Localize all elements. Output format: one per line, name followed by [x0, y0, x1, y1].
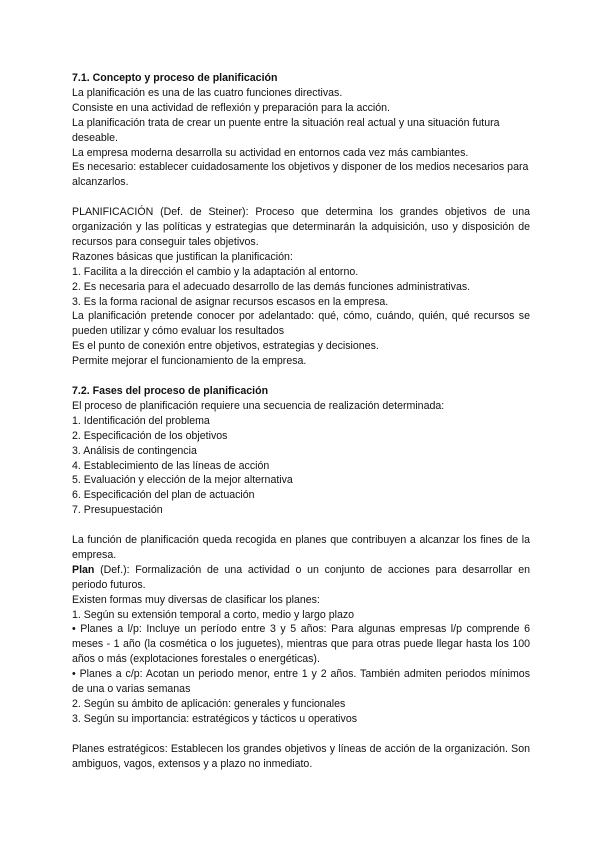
reason-item: 3. Es la forma racional de asignar recursos escasos en la empresa.: [72, 295, 389, 308]
section-1-heading: 7.1. Concepto y proceso de planificación: [72, 72, 278, 84]
paragraph: La empresa moderna desarrolla su actividad en entornos cada vez más cambiantes.: [72, 146, 469, 159]
reasons-intro: Razones básicas que justifican la planificación:: [72, 250, 293, 263]
classify-intro: Existen formas muy diversas de clasificar los planes:: [72, 593, 320, 606]
phases-intro: El proceso de planificación requiere una secuencia de realización determinada:: [72, 399, 445, 412]
reason-item: 2. Es necesaria para el adecuado desarrollo de las demás funciones administrativas.: [72, 280, 471, 293]
section-2-heading: 7.2. Fases del proceso de planificación: [72, 385, 269, 397]
paragraph: La planificación trata de crear un puente entre la situación real actual y una situación futura deseable.: [72, 116, 500, 144]
spacer: [72, 727, 530, 742]
paragraph: La planificación pretende conocer por adelantado: qué, cómo, cuándo, quién, qué recursos se pueden utilizar y cómo evaluar los resultados: [72, 310, 530, 338]
plans-intro: La función de planificación queda recogida en planes que contribuyen a alcanzar los fines de la empresa.: [72, 534, 530, 561]
paragraph: La planificación es una de las cuatro funciones directivas.: [72, 86, 343, 99]
classify-item: • Planes a c/p: Acotan un periodo menor, entre 1 y 2 años. También admiten periodos mínimos de una o varias semanas: [72, 668, 530, 696]
classify-item: 1. Según su extensión temporal a corto, medio y largo plazo: [72, 608, 355, 621]
spacer: [72, 518, 530, 533]
phase-item: 2. Especificación de los objetivos: [72, 429, 228, 442]
reason-item: 1. Facilita a la dirección el cambio y la adaptación al entorno.: [72, 265, 359, 278]
phase-item: 1. Identificación del problema: [72, 414, 210, 427]
classify-item: 2. Según su ámbito de aplicación: generales y funcionales: [72, 698, 346, 711]
phase-item: 7. Presupuestación: [72, 504, 163, 517]
paragraph: Es necesario: establecer cuidadosamente los objetivos y disponer de los medios necesarios para alcanzarlos.: [72, 161, 529, 189]
plan-def-text: (Def.): Formalización de una actividad o un conjunto de acciones para desarrollar en periodo futuros.: [72, 563, 530, 591]
planificacion-definition: PLANIFICACIÓN (Def. de Steiner): Proceso que determina los grandes objetivos de una organización y las políticas y estrategias que determinarán la adquisición, uso y disposición de recursos para conseguir tales objetivos.: [72, 206, 530, 248]
phase-item: 4. Establecimiento de las líneas de acción: [72, 459, 270, 472]
spacer: [72, 190, 530, 205]
paragraph: Es el punto de conexión entre objetivos, estrategias y decisiones.: [72, 340, 379, 353]
phase-item: 3. Análisis de contingencia: [72, 444, 197, 457]
paragraph: Permite mejorar el funcionamiento de la empresa.: [72, 355, 307, 368]
plan-definition: [72, 563, 530, 593]
plan-term: Plan: [72, 563, 95, 576]
classify-item: 3. Según su importancia: estratégicos y tácticos u operativos: [72, 712, 358, 725]
spacer: [72, 369, 530, 384]
classify-item: • Planes a l/p: Incluye un período entre 3 y 5 años: Para algunas empresas l/p comprende 6 meses - 1 año (la cosmética o los juguetes), mientras que para otras puede llegar hasta los 100 años o más (explotaciones forestales o energéticas).: [72, 623, 530, 666]
document-page: [72, 71, 530, 772]
phase-item: 5. Evaluación y elección de la mejor alternativa: [72, 474, 293, 487]
phase-item: 6. Especificación del plan de actuación: [72, 489, 255, 502]
paragraph: Consiste en una actividad de reflexión y preparación para la acción.: [72, 101, 391, 114]
strategic-plans: Planes estratégicos: Establecen los grandes objetivos y líneas de acción de la organización. Son ambiguos, vagos, extensos y a plazo no inmediato.: [72, 742, 530, 770]
